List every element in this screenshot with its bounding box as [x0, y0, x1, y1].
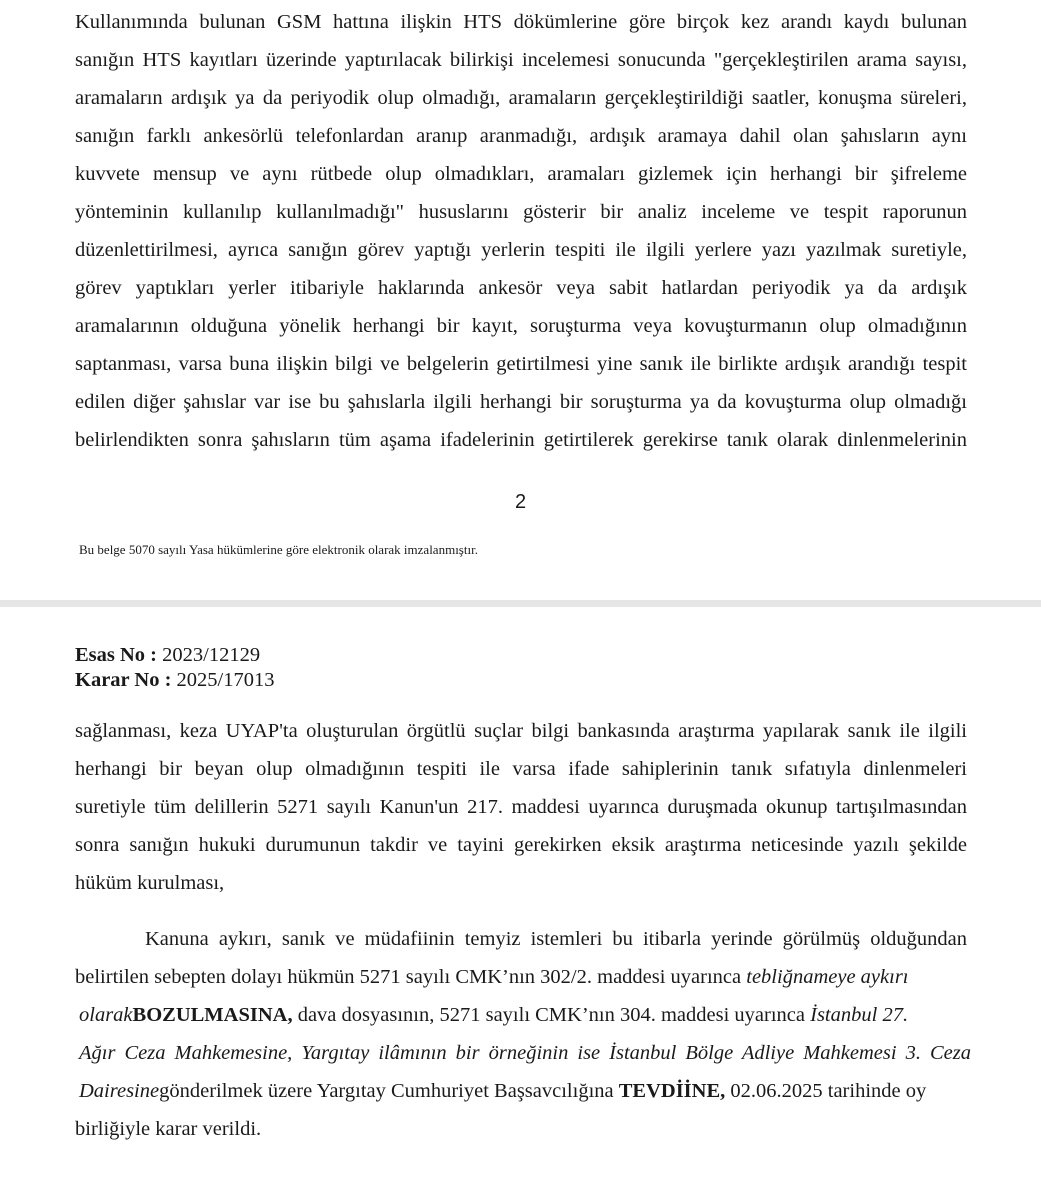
- karar-label: Karar No :: [75, 669, 172, 691]
- text-line: [79, 1079, 967, 1103]
- document-page-bottom: [0, 607, 1041, 1200]
- text-line: [75, 965, 967, 989]
- text-line: sağlanması, keza UYAP'ta oluşturulan örgütlü suçlar bilgi bankasında araştırma yapılarak sanık ile ilgili: [75, 720, 967, 742]
- karar-no: [75, 668, 274, 692]
- text-segment-italic: Dairesine: [79, 1080, 160, 1102]
- text-segment: gönderilmek üzere Yargıtay Cumhuriyet Başsavcılığına: [159, 1080, 619, 1102]
- text-segment-italic: İstanbul 27.: [810, 1004, 909, 1026]
- esas-value: 2023/12129: [157, 644, 261, 666]
- text-line: aramaların ardışık ya da periyodik olup olmadığı, aramaların gerçekleştirildiği saatler, konuşma süreleri,: [75, 87, 967, 109]
- text-line: aramalarının olduğuna yönelik herhangi bir kayıt, soruşturma veya kovuşturmanın olup olmadığının: [75, 315, 967, 337]
- text-line: sanığın farklı ankesörlü telefonlardan aranıp aranmadığı, ardışık aramaya dahil olan şahısların aynı: [75, 125, 967, 147]
- text-line: Kanuna aykırı, sanık ve müdafiinin temyiz istemleri bu itibarla yerinde görülmüş olduğundan: [145, 928, 967, 950]
- text-line: düzenlettirilmesi, ayrıca sanığın görev yaptığı yerlerin tespiti ile ilgili yerlere yazı yazılmak suretiyle,: [75, 239, 967, 261]
- text-line: yönteminin kullanılıp kullanılmadığı" hususlarını gösterir bir analiz inceleme ve tespit raporunun: [75, 201, 967, 223]
- text-segment-bold: BOZULMASINA,: [132, 1004, 293, 1026]
- text-segment: belirtilen sebepten dolayı hükmün 5271 sayılı CMK’nın 302/2. maddesi uyarınca: [75, 966, 747, 988]
- text-line: Kullanımında bulunan GSM hattına ilişkin HTS dökümlerine göre birçok kez arandı kaydı bulunan: [75, 11, 967, 33]
- karar-value: 2025/17013: [171, 669, 275, 691]
- text-line: kuvvete mensup ve aynı rütbede olup olmadıkları, aramaları gizlemek için herhangi bir şifreleme: [75, 163, 967, 185]
- text-segment: 02.06.2025 tarihinde oy: [725, 1080, 927, 1102]
- text-line: görev yaptıkları yerler itibariyle haklarında ankesör veya sabit hatlardan periyodik ya da ardışık: [75, 277, 967, 299]
- text-line: Ağır Ceza Mahkemesine, Yargıtay ilâmının bir örneğinin ise İstanbul Bölge Adliye Mahkemesi 3. Ceza: [79, 1042, 971, 1064]
- text-line: sonra sanığın hukuki durumunun takdir ve tayini gerekirken eksik araştırma neticesinde yazılı şekilde: [75, 834, 967, 856]
- text-line: belirlendikten sonra şahısların tüm aşama ifadelerinin getirtilerek gerekirse tanık olarak dinlenmelerinin: [75, 429, 967, 451]
- text-line: [79, 1003, 971, 1027]
- text-line: suretiyle tüm delillerin 5271 sayılı Kanun'un 217. maddesi uyarınca duruşmada okunup tartışılmasından: [75, 796, 967, 818]
- text-line: saptanması, varsa buna ilişkin bilgi ve belgelerin getirtilmesi yine sanık ile birlikte ardışık arandığı tespit: [75, 353, 967, 375]
- text-segment-bold: TEVDİİNE,: [618, 1080, 726, 1102]
- text-line: sanığın HTS kayıtları üzerinde yaptırılacak bilirkişi incelemesi sonucunda "gerçekleştirilen arama sayısı,: [75, 49, 967, 71]
- page-number: 2: [514, 491, 527, 513]
- text-line: hüküm kurulması,: [75, 872, 225, 894]
- text-segment: dava dosyasının, 5271 sayılı CMK’nın 304. maddesi uyarınca: [292, 1004, 811, 1026]
- text-line: herhangi bir beyan olup olmadığının tespiti ile varsa ifade sahiplerinin tanık sıfatıyla dinlenmeleri: [75, 758, 967, 780]
- text-line: birliğiyle karar verildi.: [75, 1118, 262, 1140]
- text-line: edilen diğer şahıslar var ise bu şahıslarla ilgili herhangi bir soruşturma ya da kovuşturma olup olmadığı: [75, 391, 967, 413]
- esas-label: Esas No :: [75, 644, 158, 666]
- text-segment-italic: tebliğnameye aykırı: [746, 966, 909, 988]
- esas-no: [75, 643, 260, 667]
- page-divider: [0, 600, 1041, 607]
- text-segment-italic: olarak: [79, 1004, 133, 1026]
- e-signature-note: Bu belge 5070 sayılı Yasa hükümlerine göre elektronik olarak imzalanmıştır.: [79, 542, 478, 557]
